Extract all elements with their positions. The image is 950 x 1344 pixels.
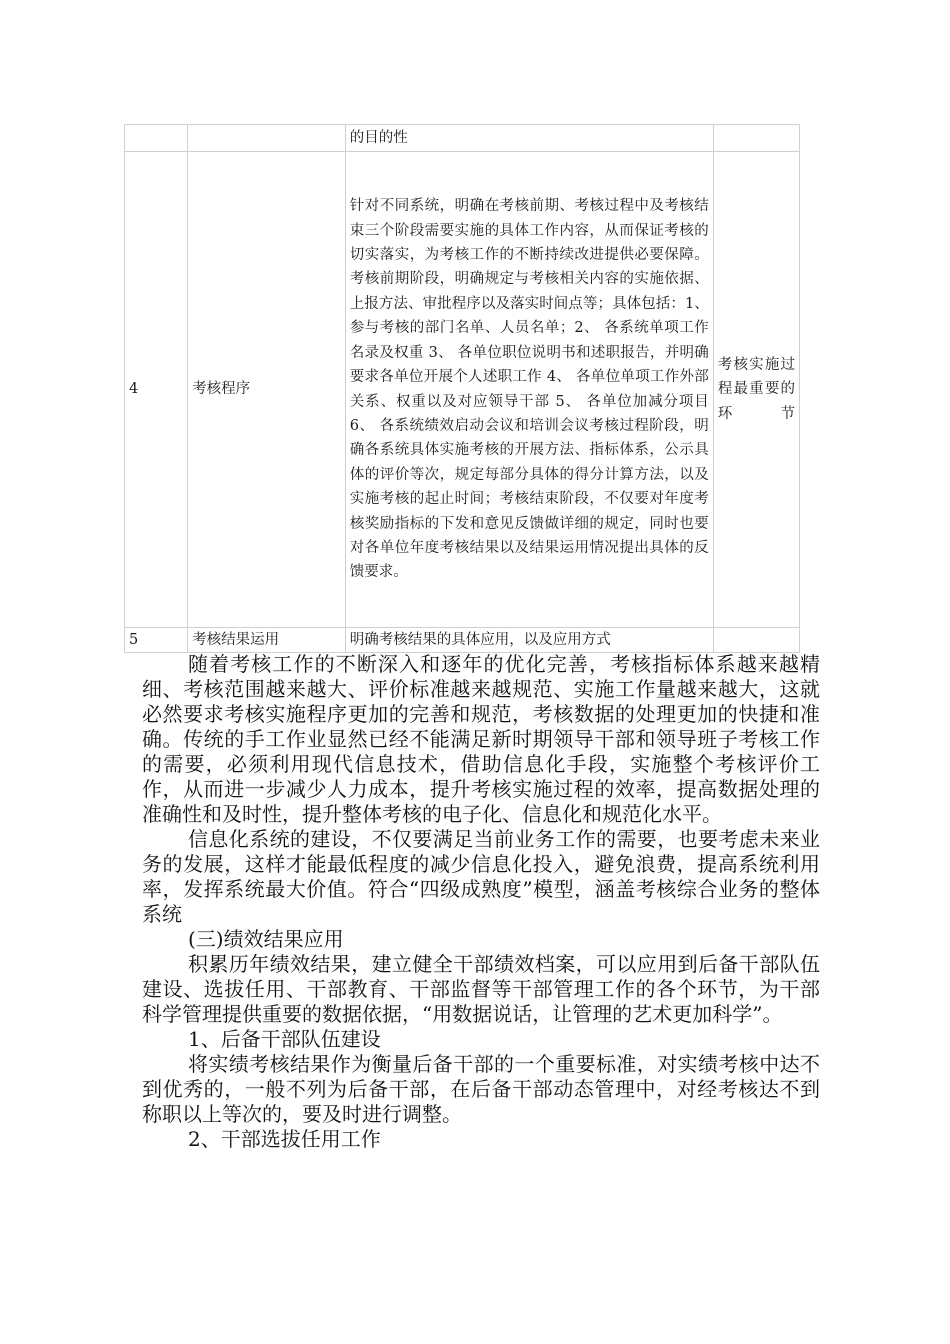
cell-description: 明确考核结果的具体应用，以及应用方式 (345, 628, 713, 653)
cell-name: 考核程序 (188, 152, 346, 628)
paragraph: 信息化系统的建设，不仅要满足当前业务工作的需要，也要考虑未来业务的发展，这样才能最低程度的减少信息化投入，避免浪费，提高系统利用率，发挥系统最大价值。符合“四级成熟度”模型，涵盖考核综合业务的整体系统 (142, 827, 820, 926)
section-heading: (三)绩效结果应用 (188, 927, 344, 951)
cell-note (713, 628, 799, 653)
cell-name: 考核结果运用 (188, 628, 346, 653)
table-row (125, 125, 800, 152)
cell-note: 考核实施过程最重要的环节 (713, 152, 799, 628)
paragraph: 积累历年绩效结果，建立健全干部绩效档案，可以应用到后备干部队伍建设、选拔任用、干部教育、干部监督等干部管理工作的各个环节，为干部科学管理提供重要的数据依据，“用数据说话，让管理的艺术更加科学”。 (142, 952, 820, 1026)
paragraph: 随着考核工作的不断深入和逐年的优化完善，考核指标体系越来越精细、考核范围越来越大、评价标准越来越规范、实施工作量越来越大，这就必然要求考核实施程序更加的完善和规范，考核数据的处理更加的快捷和准确。传统的手工作业显然已经不能满足新时期领导干部和领导班子考核工作的需要，必须利用现代信息技术，借助信息化手段，实施整个考核评价工作，从而进一步减少人力成本，提升考核实施过程的效率，提高数据处理的准确性和及时性，提升整体考核的电子化、信息化和规范化水平。 (142, 652, 820, 826)
cell-number: 4 (125, 152, 188, 628)
cell-number: 5 (125, 628, 188, 653)
assessment-table (124, 124, 800, 653)
cell-number (125, 125, 188, 152)
cell-description: 的目的性 (345, 125, 713, 152)
body-text (142, 652, 820, 1152)
cell-name (188, 125, 346, 152)
subsection-heading: 1、后备干部队伍建设 (188, 1027, 381, 1051)
paragraph: 将实绩考核结果作为衡量后备干部的一个重要标准，对实绩考核中达不到优秀的，一般不列为后备干部，在后备干部动态管理中，对经考核达不到称职以上等次的，要及时进行调整。 (142, 1052, 820, 1126)
subsection-heading: 2、干部选拔任用工作 (188, 1127, 381, 1151)
cell-note (713, 125, 799, 152)
cell-description: 针对不同系统，明确在考核前期、考核过程中及考核结束三个阶段需要实施的具体工作内容，从而保证考核的切实落实，为考核工作的不断持续改进提供必要保障。考核前期阶段，明确规定与考核相关内容的实施依据、上报方法、审批程序以及落实时间点等；具体包括：1、 参与考核的部门名单、人员名单；2、 各系统单项工作名录及权重 3、 各单位职位说明书和述职报告，并明确要求各单位开展个人述职工作 4、 各单位单项工作外部关系、权重以及对应领导干部 5、 各单位加减分项目 6、 各系统绩效启动会议和培训会议考核过程阶段，明确各系统具体实施考核的开展方法、指标体系，公示具体的评价等次，规定每部分具体的得分计算方法，以及实施考核的起止时间；考核结束阶段，不仅要对年度考核奖励指标的下发和意见反馈做详细的规定，同时也要对各单位年度考核结果以及结果运用情况提出具体的反馈要求。 (345, 152, 713, 628)
table-row (125, 628, 800, 653)
table-row (125, 152, 800, 628)
